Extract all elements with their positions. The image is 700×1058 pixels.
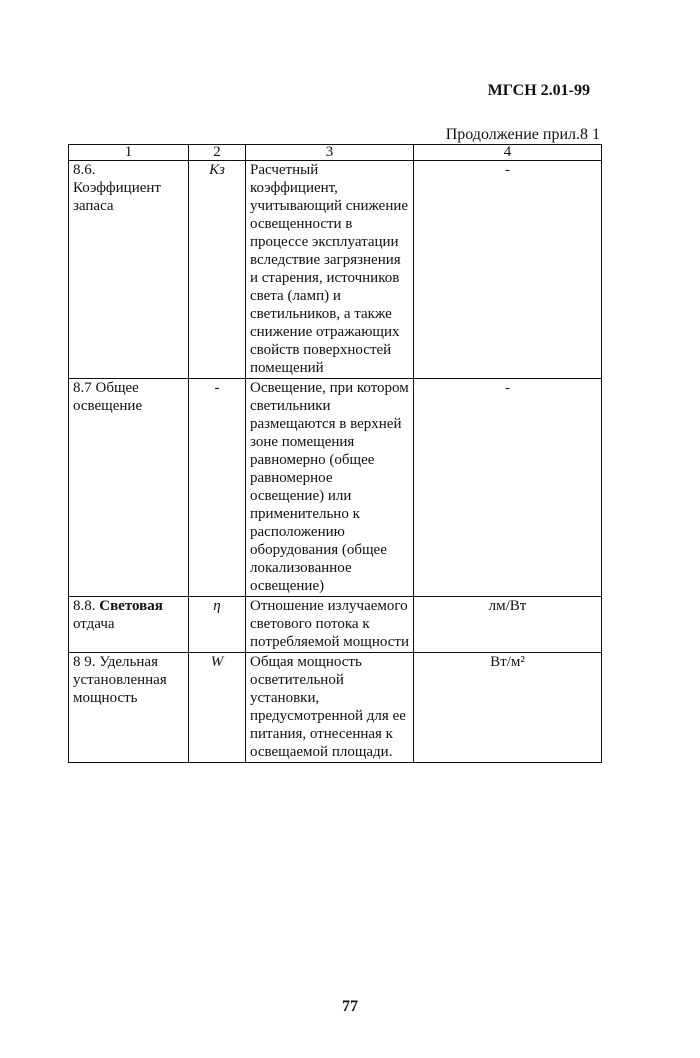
definitions-table	[68, 144, 602, 763]
column-header: 4	[414, 145, 602, 161]
symbol-cell: -	[189, 379, 246, 597]
table-row	[69, 379, 602, 597]
table-row	[69, 161, 602, 379]
term-bold-word: Световая	[99, 598, 163, 614]
symbol-cell: Кз	[189, 161, 246, 379]
definition-cell: Расчетный коэффициент, учитывающий снижение освещенности в процессе эксплуатации вследствие загрязнения и старения, источников света (ламп) и светильников, а также снижение отражающих свойств поверхностей помещений	[246, 161, 414, 379]
term-cell: 8 9. Удельная установленная мощность	[69, 653, 189, 763]
definition-cell: Общая мощность осветительной установки, предусмотренной для ее питания, отнесенная к освещаемой площади.	[246, 653, 414, 763]
term-cell: 8.6. Коэффициент запаса	[69, 161, 189, 379]
page-number: 77	[342, 998, 358, 1015]
column-header: 1	[69, 145, 189, 161]
table-row	[69, 597, 602, 653]
term-cell	[69, 597, 189, 653]
definition-cell: Отношение излучаемого светового потока к потребляемой мощности	[246, 597, 414, 653]
column-header: 3	[246, 145, 414, 161]
unit-cell: Вт/м²	[414, 653, 602, 763]
term-cell: 8.7 Общее освещение	[69, 379, 189, 597]
symbol-cell: η	[189, 597, 246, 653]
definition-cell: Освещение, при котором светильники размещаются в верхней зоне помещения равномерно (общее равномерное освещение) или применительно к расположению оборудования (общее локализованное освещение)	[246, 379, 414, 597]
table-header-row	[69, 145, 602, 161]
term-number: 8.8.	[73, 598, 96, 614]
table-row	[69, 653, 602, 763]
document-code: МГСН 2.01-99	[487, 82, 590, 99]
column-header: 2	[189, 145, 246, 161]
symbol-cell: W	[189, 653, 246, 763]
unit-cell: лм/Вт	[414, 597, 602, 653]
unit-cell: -	[414, 161, 602, 379]
continuation-label: Продолжение прил.8 1	[445, 126, 600, 143]
unit-cell: -	[414, 379, 602, 597]
term-rest: отдача	[73, 616, 115, 632]
